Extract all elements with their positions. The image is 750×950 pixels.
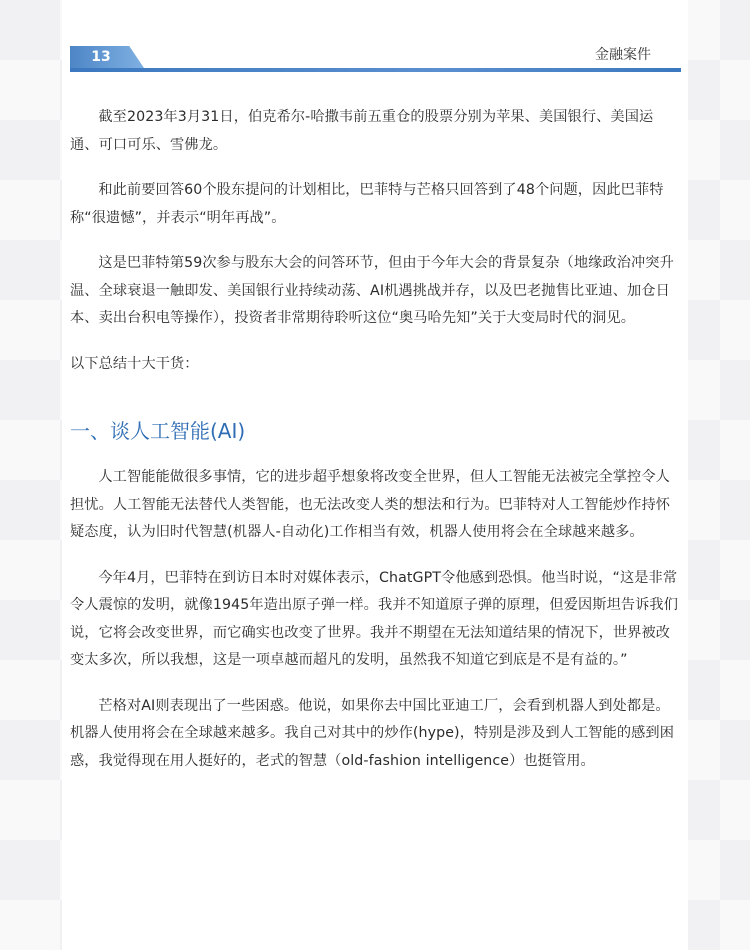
paragraph-ai-2: 今年4月，巴菲特在到访日本时对媒体表示，ChatGPT令他感到恐惧。他当时说，“这是非常令人震惊的发明，就像1945年造出原子弹一样。我并不知道原子弹的原理，但爱因斯坦告诉我们说，它将会改变世界，而它确实也改变了世界。我并不期望在无法知道结果的情况下，世界被改变太多次，所以我想，这是一项卓越而超凡的发明，虽然我不知道它到底是不是有益的。” — [70, 569, 679, 668]
page-header — [70, 44, 681, 74]
summary-intro: 以下总结十大干货： — [70, 355, 199, 372]
section-heading-ai: 一、谈人工智能(AI) — [70, 419, 246, 443]
header-divider — [70, 68, 681, 72]
section-title: 金融案件 — [595, 47, 651, 63]
paragraph-questions: 和此前要回答60个股东提问的计划相比，巴菲特与芒格只回答到了48个问题，因此巴菲特称“很遗憾”，并表示“明年再战”。 — [70, 182, 664, 226]
paragraph-background: 这是巴菲特第59次参与股东大会的问答环节，但由于今年大会的背景复杂（地缘政治冲突升温、全球衰退一触即发、美国银行业持续动荡、AI机遇挑战并存，以及巴老抛售比亚迪、加仓日本、卖出台积电等操作），投资者非常期待聆听这位“奥马哈先知”关于大变局时代的洞见。 — [70, 255, 674, 326]
paragraph-holdings: 截至2023年3月31日，伯克希尔-哈撒韦前五重仓的股票分别为苹果、美国银行、美国运通、可口可乐、雪佛龙。 — [70, 109, 654, 153]
article-body — [70, 104, 681, 793]
paragraph-ai-3: 芒格对AI则表现出了一些困惑。他说，如果你去中国比亚迪工厂，会看到机器人到处都是。机器人使用将会在全球越来越多。我自己对其中的炒作(hype)，特别是涉及到人工智能的感到困惑，我觉得现在用人挺好的，老式的智慧（old-fashion intelligence）也挺管用。 — [70, 697, 675, 769]
paragraph-ai-1: 人工智能能做很多事情，它的进步超乎想象将改变全世界，但人工智能无法被完全掌控令人担忧。人工智能无法替代人类智能，也无法改变人类的想法和行为。巴菲特对人工智能炒作持怀疑态度，认为旧时代智慧(机器人-自动化)工作相当有效，机器人使用将会在全球越来越多。 — [70, 469, 671, 540]
page-number: 13 — [91, 49, 111, 65]
